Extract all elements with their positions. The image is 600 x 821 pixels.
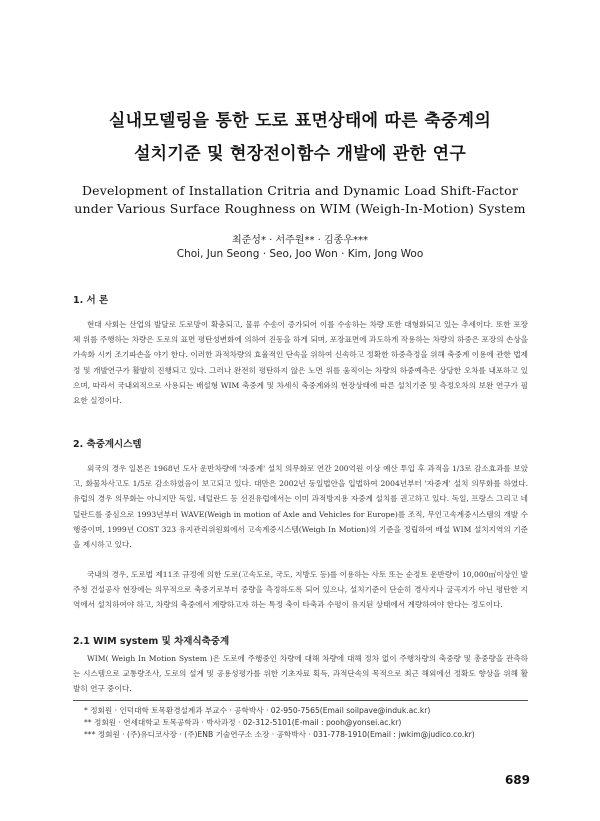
english-title-line-2: under Various Surface Roughness on WIM (Weigh-In-Motion) System bbox=[74, 201, 526, 216]
authors-english: Choi, Jun Seong · Seo, Joo Won · Kim, Jong Woo bbox=[176, 248, 424, 260]
english-title-line-1: Development of Installation Critria and Dynamic Load Shift-Factor bbox=[81, 183, 519, 198]
footnote-divider bbox=[73, 700, 528, 701]
section-1-paragraph: 현대 사회는 산업의 발달로 도로망이 확충되고, 물류 수송이 증가되어 이를 수송하는 차량 또한 대형화되고 있는 추세이다. 또한 포장체 위를 주행하는 차량은 도로의 표면 평탄성변화에 의하여 진동을 하게 되며, 포장표면에 과도하게 작용하는 차량의 하중은 포장의 손상을 가속화 시키 조기파손을 야기 한다. 이러한 과적차량의 효율적인 단속을 위하여 신속하고 정확한 하중측정을 위해 축중계 이용에 관한 법제정 및 개발연구가 활발히 진행되고 있다. 그러나 완전히 평탄하지 않은 노면 위를 움직이는 차량의 하중예측은 상당한 오차를 내포하고 있으며, 따라서 국내외적으로 사용되는 배설형 WIM 축중계 및 차세식 축중계와의 현장상태에 따른 설치기준 및 측정오차의 보완 연구가 필요한 실정이다. bbox=[73, 320, 529, 406]
authors-korean: 최준성* · 서주원** · 김종우*** bbox=[231, 235, 368, 246]
section-heading-wim-system: 2. 축중계시스템 bbox=[73, 439, 142, 450]
section-2-paragraph-1: 외국의 경우 일본은 1968년 도사 운반차량에 '자중계' 설치 의무화로 연간 200억원 이상 예산 투입 후 과적을 1/3로 감소효과를 보았고, 화물차사고도 1/5로 감소하였음이 보고되고 있다. 대만은 2002년 동일법안을 입법하여 2004년부터 '자중계' 설치 의무화를 하였다. 유럽의 경우 의무화는 아니지만 독일, 네덜란드 등 선진유럽에서는 이미 과적방지용 자중계 설치를 권고하고 있다. 독일, 프랑스 그리고 네덜란드를 중심으로 1993년부터 WAVE(Weigh in motion of Axle and Vehicles for Europe)를 조직, 무인고속계중시스템의 개발 수행중이며, 1999년 COST 323 유지관리위원회에서 고속계중시스템(Weigh In Motion)의 기준을 정립하여 배설 WIM 설치지역의 기준을 제시하고 있다. bbox=[73, 464, 528, 550]
subsection-heading-wim: 2.1 WIM system 및 차재식축중계 bbox=[73, 636, 230, 647]
korean-title-line-1: 실내모델링을 통한 도로 표면상태에 따른 축중계의 bbox=[108, 111, 492, 131]
footnote-2: ** 정회원 · 연세대학교 토목공학과 · 박사과정 · 02-312-5101(E-mail : pooh@yonsei.ac.kr) bbox=[84, 718, 402, 727]
footnote-3: *** 정회원 · (주)유디코사장 · (주)ENB 기술연구소 소장 · 공학박사 · 031-778-1910(Email : jwkim@judico.co.kr) bbox=[84, 730, 475, 739]
korean-title-line-2: 설치기준 및 현장전이함수 개발에 관한 연구 bbox=[133, 144, 467, 164]
section-heading-introduction: 1. 서 론 bbox=[73, 295, 109, 306]
footnote-1: * 정회원 · 인덕대학 토목환경설계과 부교수 · 공학박사 · 02-950-7565(Email soilpave@induk.ac.kr) bbox=[84, 706, 431, 715]
page-number: 689 bbox=[504, 773, 530, 787]
section-2-paragraph-2: 국내의 경우, 도로법 제11조 규정에 의한 도로(고속도로, 국도, 지방도 등)를 이용하는 사토 또는 순정토 운반량이 10,000㎥이상인 발주청 건설공사 현장에는 의무적으로 축중기로부터 중량을 측정하도록 되어 있으나, 설치기준이 단순히 경사지나 굴곡지가 아닌 평탄한 지역에서 설치하여야 하고, 차량의 축중에서 계량하고자 하는 특정 축이 타축과 수평이 유지된 상태에서 계량하여야 한다는 정도이다. bbox=[73, 570, 528, 610]
subsection-paragraph: WIM( Weigh In Motion System )은 도로에 주행중인 차량에 대해 차량에 대해 정차 없이 주행차량의 축중량 및 총중량을 관측하는 시스템으로 교통량조사, 도로의 설계 및 공용성평가를 위한 기초자료 획득, 과적단속의 목적으로 최근 해외에선 정확도 향상을 위해 활발히 연구 중이다. bbox=[73, 654, 529, 694]
